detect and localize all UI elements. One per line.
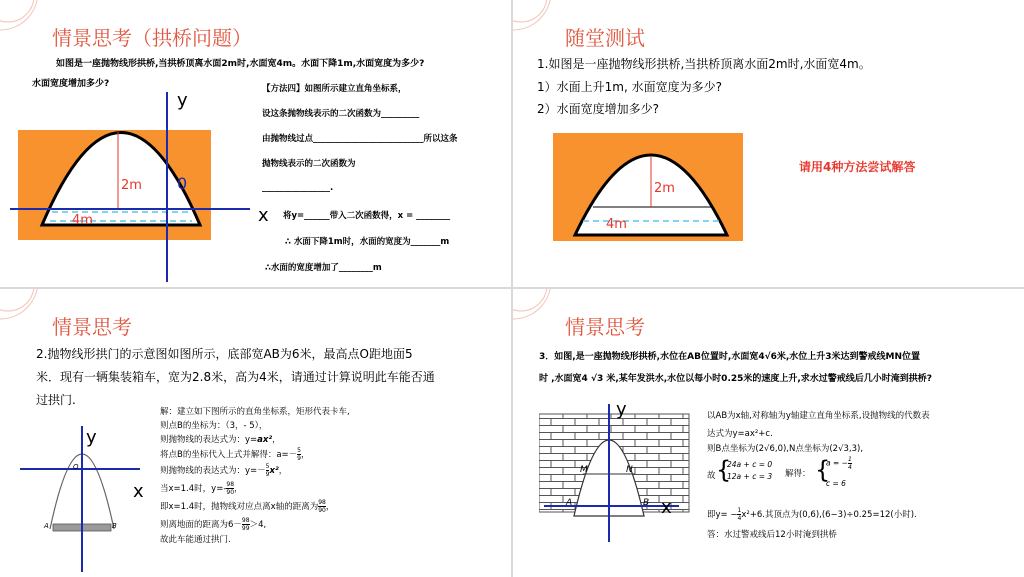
solution-line4: 将点B的坐标代入上式并解得：a=－ $\frac{5}{9}$ ， [160, 447, 310, 462]
corner-decoration [513, 289, 573, 329]
method-step2: 由抛物线过点__________________________所以这条 [262, 134, 458, 144]
origin-label: 0 [177, 174, 188, 193]
result-c: c = 6 [826, 479, 846, 488]
height-label: 2m [121, 178, 142, 193]
solution-line2: 达式为y=ax²+c. [707, 429, 773, 439]
point-o-label: O [73, 463, 79, 471]
question-line1: 1.如图是一座抛物线形拱桥,当拱桥顶离水面2m时,水面宽4m。 [537, 57, 871, 71]
solution-line7: 即x=1.4时，抛物线对应点离x轴的距离为 $\frac{98}{90}$ ， [160, 499, 335, 514]
problem-text-line1: 如图是一座抛物线形拱桥,当拱桥顶离水面2m时,水面宽4m。水面下降1m,水面宽度为多少? [56, 59, 425, 69]
system-eq1: 24a + c = 0 [727, 460, 773, 469]
x-axis-label: x [258, 205, 269, 226]
method-step1: 设这条抛物线表示的二次函数为_________ [262, 109, 420, 119]
hint-text: 请用4种方法尝试解答 [799, 160, 916, 174]
solution-line2: 则点B的坐标为：（3，- 5）， [160, 421, 268, 431]
method-header: 【方法四】如图所示建立直角坐标系， [262, 84, 407, 94]
solution-line1: 以AB为x轴,对称轴为y轴建立直角坐标系,设抛物线的代数表 [707, 411, 930, 421]
result-a: a = − $\frac{1}{4}$ [826, 456, 852, 471]
corner-decoration [0, 289, 60, 329]
question-line2: 1）水面上升1m, 水面宽度为多少? [537, 80, 722, 94]
brick-bridge-diagram [539, 404, 699, 549]
x-axis-label: x [661, 497, 672, 518]
system-eq2: 12a + c = 3 [727, 472, 773, 481]
slide-title: 随堂测试 [565, 26, 645, 50]
solution-line5: 即y= − $\frac{1}{4}$ x²+6.其顶点为(0,6),(6−3)÷0.25=12(小时). [707, 507, 917, 522]
answer-line: 答：水过警戒线后12小时淹到拱桥 [707, 530, 837, 540]
slide-arch-method4[interactable] [0, 0, 511, 287]
method-step6: ∴ 水面下降1m时，水面的宽度为_______m [285, 237, 450, 247]
slide-title: 情景思考 [565, 315, 645, 339]
slide-title: 情景思考（拱桥问题） [52, 26, 252, 50]
problem-text-line2: 水面宽度增加多少? [32, 79, 110, 89]
slide-title: 情景思考 [52, 315, 132, 339]
point-a-label: A [44, 522, 49, 530]
point-n-label: N [626, 465, 633, 475]
result-brace: { [815, 456, 831, 484]
width-label: 4m [72, 213, 93, 228]
point-b-label: B [112, 522, 117, 530]
question-line2: 时 ,水面宽4 √3 米,某年发洪水,水位以每小时0.25米的速度上升,求水过警戒线后几小时淹到拱桥? [539, 374, 933, 384]
method-step5: 将y=______带入二次函数得，x = ________ [283, 211, 451, 221]
left-brace: { [716, 456, 732, 484]
point-a-label: A [566, 498, 573, 508]
solve-label: 解得： [785, 469, 811, 479]
solution-line1: 解：建立如下图所示的直角坐标系，矩形代表卡车, [160, 407, 350, 417]
arch-diagram-2 [553, 133, 753, 243]
method-step3: 抛物线表示的二次函数为 [262, 159, 356, 169]
slide-arch-gate[interactable] [0, 289, 511, 577]
y-axis-label: y [616, 399, 627, 420]
question-line3: 过拱门. [36, 393, 76, 407]
slide-practice-test[interactable] [513, 0, 1024, 287]
y-axis-label: y [86, 427, 97, 448]
slide-flood-bridge[interactable] [513, 289, 1024, 577]
solution-line5: 则抛物线的表达式为：y=－ $\frac{5}{9}$ x²， [160, 463, 288, 478]
solution-line8: 则离地面的距离为6－ $\frac{98}{99}$ ＞4, [160, 517, 267, 532]
point-m-label: M [580, 465, 588, 475]
y-axis-label: y [177, 90, 188, 111]
width-label: 4m [606, 217, 627, 232]
solution-line6: 当x=1.4时，y=- $\frac{98}{90}$ ， [160, 481, 243, 496]
height-label: 2m [654, 181, 675, 196]
question-line1: 2.抛物线形拱门的示意图如图所示，底部宽AB为6米，最高点O距地面5 [36, 347, 413, 361]
point-b-label: B [643, 498, 650, 508]
solution-line9: 故此车能通过拱门. [160, 535, 231, 545]
method-step4: ________________. [262, 183, 334, 193]
question-line3: 2）水面宽度增加多少? [537, 102, 660, 116]
corner-decoration [0, 0, 60, 40]
solution-line3: 则B点坐标为(2√6,0),N点坐标为(2√3,3), [707, 444, 864, 454]
question-line1: 3．如图,是一座抛物线形拱桥,水位在AB位置时,水面宽4√6米,水位上升3米达到警戒线MN位置 [539, 352, 921, 362]
system-label: 故 [707, 471, 716, 481]
x-axis-label: x [133, 481, 144, 502]
question-line2: 米．现有一辆集装箱车，宽为2.8米，高为4米，请通过计算说明此车能否通 [36, 370, 435, 384]
corner-decoration [513, 0, 573, 40]
method-step7: ∴水面的宽度增加了________m [265, 263, 382, 273]
solution-line3: 则抛物线的表达式为：y=ax²， [160, 435, 281, 445]
